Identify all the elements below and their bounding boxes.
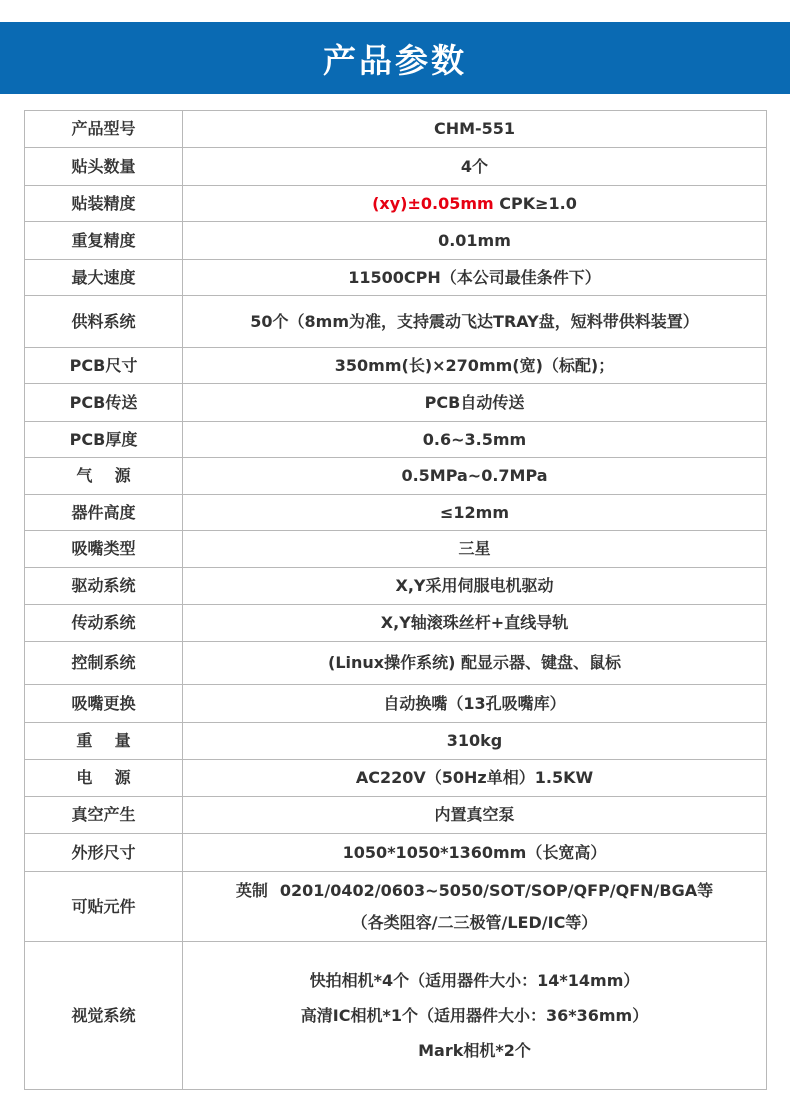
- table-row: [25, 605, 767, 642]
- row-label: 控制系统: [25, 642, 183, 685]
- row-value: [183, 942, 767, 1090]
- vision-line-1: 快拍相机*4个（适用器件大小：14*14mm）: [309, 970, 640, 990]
- table-row-model: [25, 111, 767, 148]
- title-banner: [0, 22, 790, 94]
- row-value: X,Y轴滚珠丝杆+直线导轨: [183, 605, 767, 642]
- row-value: 0.5MPa~0.7MPa: [183, 458, 767, 495]
- row-label: 器件高度: [25, 495, 183, 531]
- vision-line-3: Mark相机*2个: [418, 1041, 531, 1061]
- table-row: [25, 495, 767, 531]
- row-value: [183, 186, 767, 222]
- row-value: 内置真空泵: [183, 797, 767, 834]
- row-label: 最大速度: [25, 260, 183, 296]
- row-label: PCB尺寸: [25, 348, 183, 384]
- components-line-1: [189, 875, 760, 906]
- row-value: PCB自动传送: [183, 384, 767, 422]
- table-row: [25, 148, 767, 186]
- accuracy-cpk: CPK≥1.0: [493, 193, 577, 213]
- table-row: [25, 834, 767, 872]
- table-row: [25, 760, 767, 797]
- row-value: X,Y采用伺服电机驱动: [183, 568, 767, 605]
- row-label: PCB厚度: [25, 422, 183, 458]
- table-row: [25, 422, 767, 458]
- row-value: 11500CPH（本公司最佳条件下）: [183, 260, 767, 296]
- components-unit: 英制: [235, 881, 268, 901]
- row-value: CHM-551: [183, 111, 767, 148]
- row-label: 气 源: [25, 458, 183, 495]
- row-label: 贴头数量: [25, 148, 183, 186]
- table-row: [25, 642, 767, 685]
- table-row: [25, 384, 767, 422]
- row-label: 可贴元件: [25, 872, 183, 942]
- row-value: 310kg: [183, 723, 767, 760]
- table-row: [25, 531, 767, 568]
- row-label: 贴装精度: [25, 186, 183, 222]
- components-line-2: （各类阻容/二三极管/LED/IC等）: [351, 912, 598, 932]
- row-value: ≤12mm: [183, 495, 767, 531]
- row-label: 吸嘴更换: [25, 685, 183, 723]
- row-label: 外形尺寸: [25, 834, 183, 872]
- row-label: 真空产生: [25, 797, 183, 834]
- row-label: 驱动系统: [25, 568, 183, 605]
- row-label: 重复精度: [25, 222, 183, 260]
- row-label: 重 量: [25, 723, 183, 760]
- page-title: 产品参数: [323, 40, 467, 80]
- spec-table: [24, 110, 767, 1090]
- row-value: 三星: [183, 531, 767, 568]
- row-value: 0.01mm: [183, 222, 767, 260]
- row-label: 供料系统: [25, 296, 183, 348]
- row-value: 1050*1050*1360mm（长宽高）: [183, 834, 767, 872]
- row-value: [183, 872, 767, 942]
- table-row: [25, 723, 767, 760]
- row-value: 350mm(长)×270mm(宽)（标配)；: [183, 348, 767, 384]
- table-row: [25, 942, 767, 1090]
- table-row: [25, 260, 767, 296]
- row-value: 自动换嘴（13孔吸嘴库）: [183, 685, 767, 723]
- table-row: [25, 348, 767, 384]
- table-row: [25, 296, 767, 348]
- table-row: [25, 685, 767, 723]
- row-label: PCB传送: [25, 384, 183, 422]
- vision-line-2: 高清IC相机*1个（适用器件大小：36*36mm）: [300, 1005, 649, 1025]
- row-value: 0.6~3.5mm: [183, 422, 767, 458]
- row-label: 视觉系统: [25, 942, 183, 1090]
- table-row: [25, 186, 767, 222]
- table-row: [25, 872, 767, 942]
- table-row: [25, 797, 767, 834]
- accuracy-highlight: (xy)±0.05mm: [372, 193, 494, 213]
- table-row: [25, 222, 767, 260]
- row-label: 电 源: [25, 760, 183, 797]
- components-list: 0201/0402/0603~5050/SOT/SOP/QFP/QFN/BGA等: [279, 881, 714, 901]
- row-value: 50个（8mm为准，支持震动飞达TRAY盘，短料带供料装置）: [183, 296, 767, 348]
- row-label: 吸嘴类型: [25, 531, 183, 568]
- table-row: [25, 458, 767, 495]
- row-value: (Linux操作系统) 配显示器、键盘、鼠标: [183, 642, 767, 685]
- row-value: AC220V（50Hz单相）1.5KW: [183, 760, 767, 797]
- table-row: [25, 568, 767, 605]
- row-value: 4个: [183, 148, 767, 186]
- row-label: 传动系统: [25, 605, 183, 642]
- row-label: 产品型号: [25, 111, 183, 148]
